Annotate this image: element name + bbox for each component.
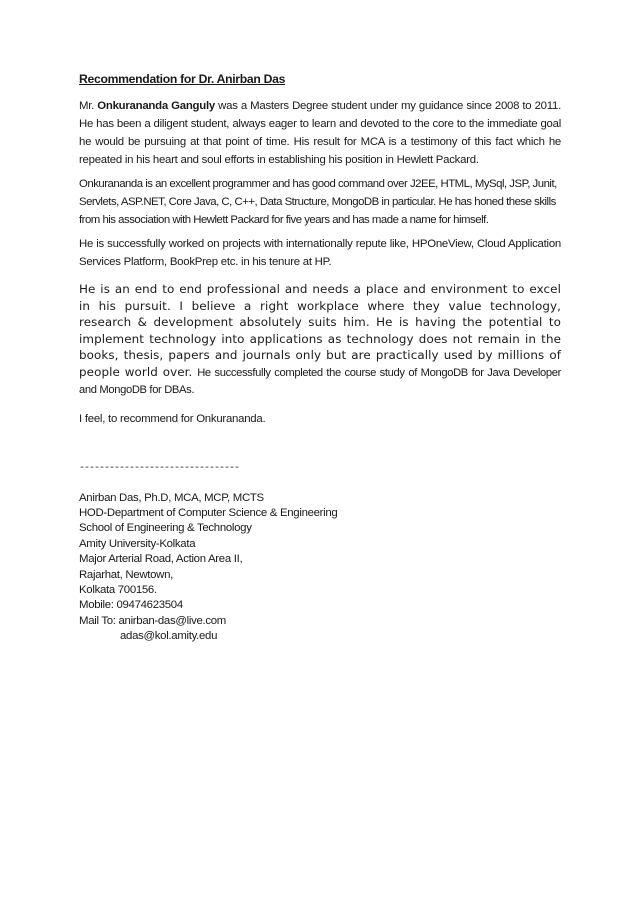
- professional-main: He is an end to end professional and needs a place and environment to excel in his pursuit. I believe a right workplace where they value technology, research & development absolutely suits him. He is having the potential to implement technology into applications as technology does not remain in the books, thesis, papers and journals only but are practically used by millions of people world over.: [79, 282, 561, 379]
- mobile-number: Mobile: 09474623504: [79, 599, 183, 612]
- intro-text: was a Masters Degree student under my guidance since 2008 to 2011. He has been a diligent student, always eager to learn and devoted to the core to the immediate goal he would be pursuing at that point of time. His result for MCA is a testimony of this fact which he repeated in his heart and soul efforts in establishing his position in Hewlett Packard.: [79, 100, 561, 166]
- signer-name: Anirban Das, Ph.D, MCA, MCP, MCTS: [79, 491, 264, 504]
- signer-department: HOD-Department of Computer Science & Engineering: [79, 506, 338, 519]
- intro-prefix: Mr.: [79, 100, 98, 112]
- address-city: Kolkata 700156.: [79, 583, 157, 596]
- paragraph-intro: [79, 97, 561, 169]
- address-line-1: Major Arterial Road, Action Area II,: [79, 553, 243, 566]
- signer-school: School of Engineering & Technology: [79, 522, 252, 535]
- student-name: Onkurananda Ganguly: [97, 100, 215, 112]
- paragraph-professional: [79, 281, 561, 399]
- signature-block: [79, 491, 561, 645]
- letter-page: [79, 72, 561, 645]
- email-primary: Mail To: anirban-das@live.com: [79, 614, 226, 627]
- signer-university: Amity University-Kolkata: [79, 537, 196, 550]
- closing-line: I feel, to recommend for Onkurananda.: [79, 412, 266, 425]
- letter-title: Recommendation for Dr. Anirban Das: [79, 72, 286, 86]
- email-secondary: adas@kol.amity.edu: [120, 630, 218, 643]
- signature-divider: --------------------------------: [79, 462, 240, 474]
- paragraph-skills: Onkurananda is an excellent programmer and has good command over J2EE, HTML, MySql, JSP, Junit, Servlets, ASP.NET, Core Java, C, C++, Data Structure, MongoDB in particular. He has honed these skills from his association with Hewlett Packard for five years and has made a name for himself.: [79, 178, 557, 226]
- paragraph-projects: He is successfully worked on projects with internationally repute like, HPOneView, Cloud Application Services Platform, BookPrep etc. in his tenure at HP.: [79, 238, 561, 268]
- professional-tail: He successfully completed the course study of MongoDB for Java Developer and MongoDB for DBAs.: [79, 366, 561, 396]
- address-line-2: Rajarhat, Newtown,: [79, 568, 173, 581]
